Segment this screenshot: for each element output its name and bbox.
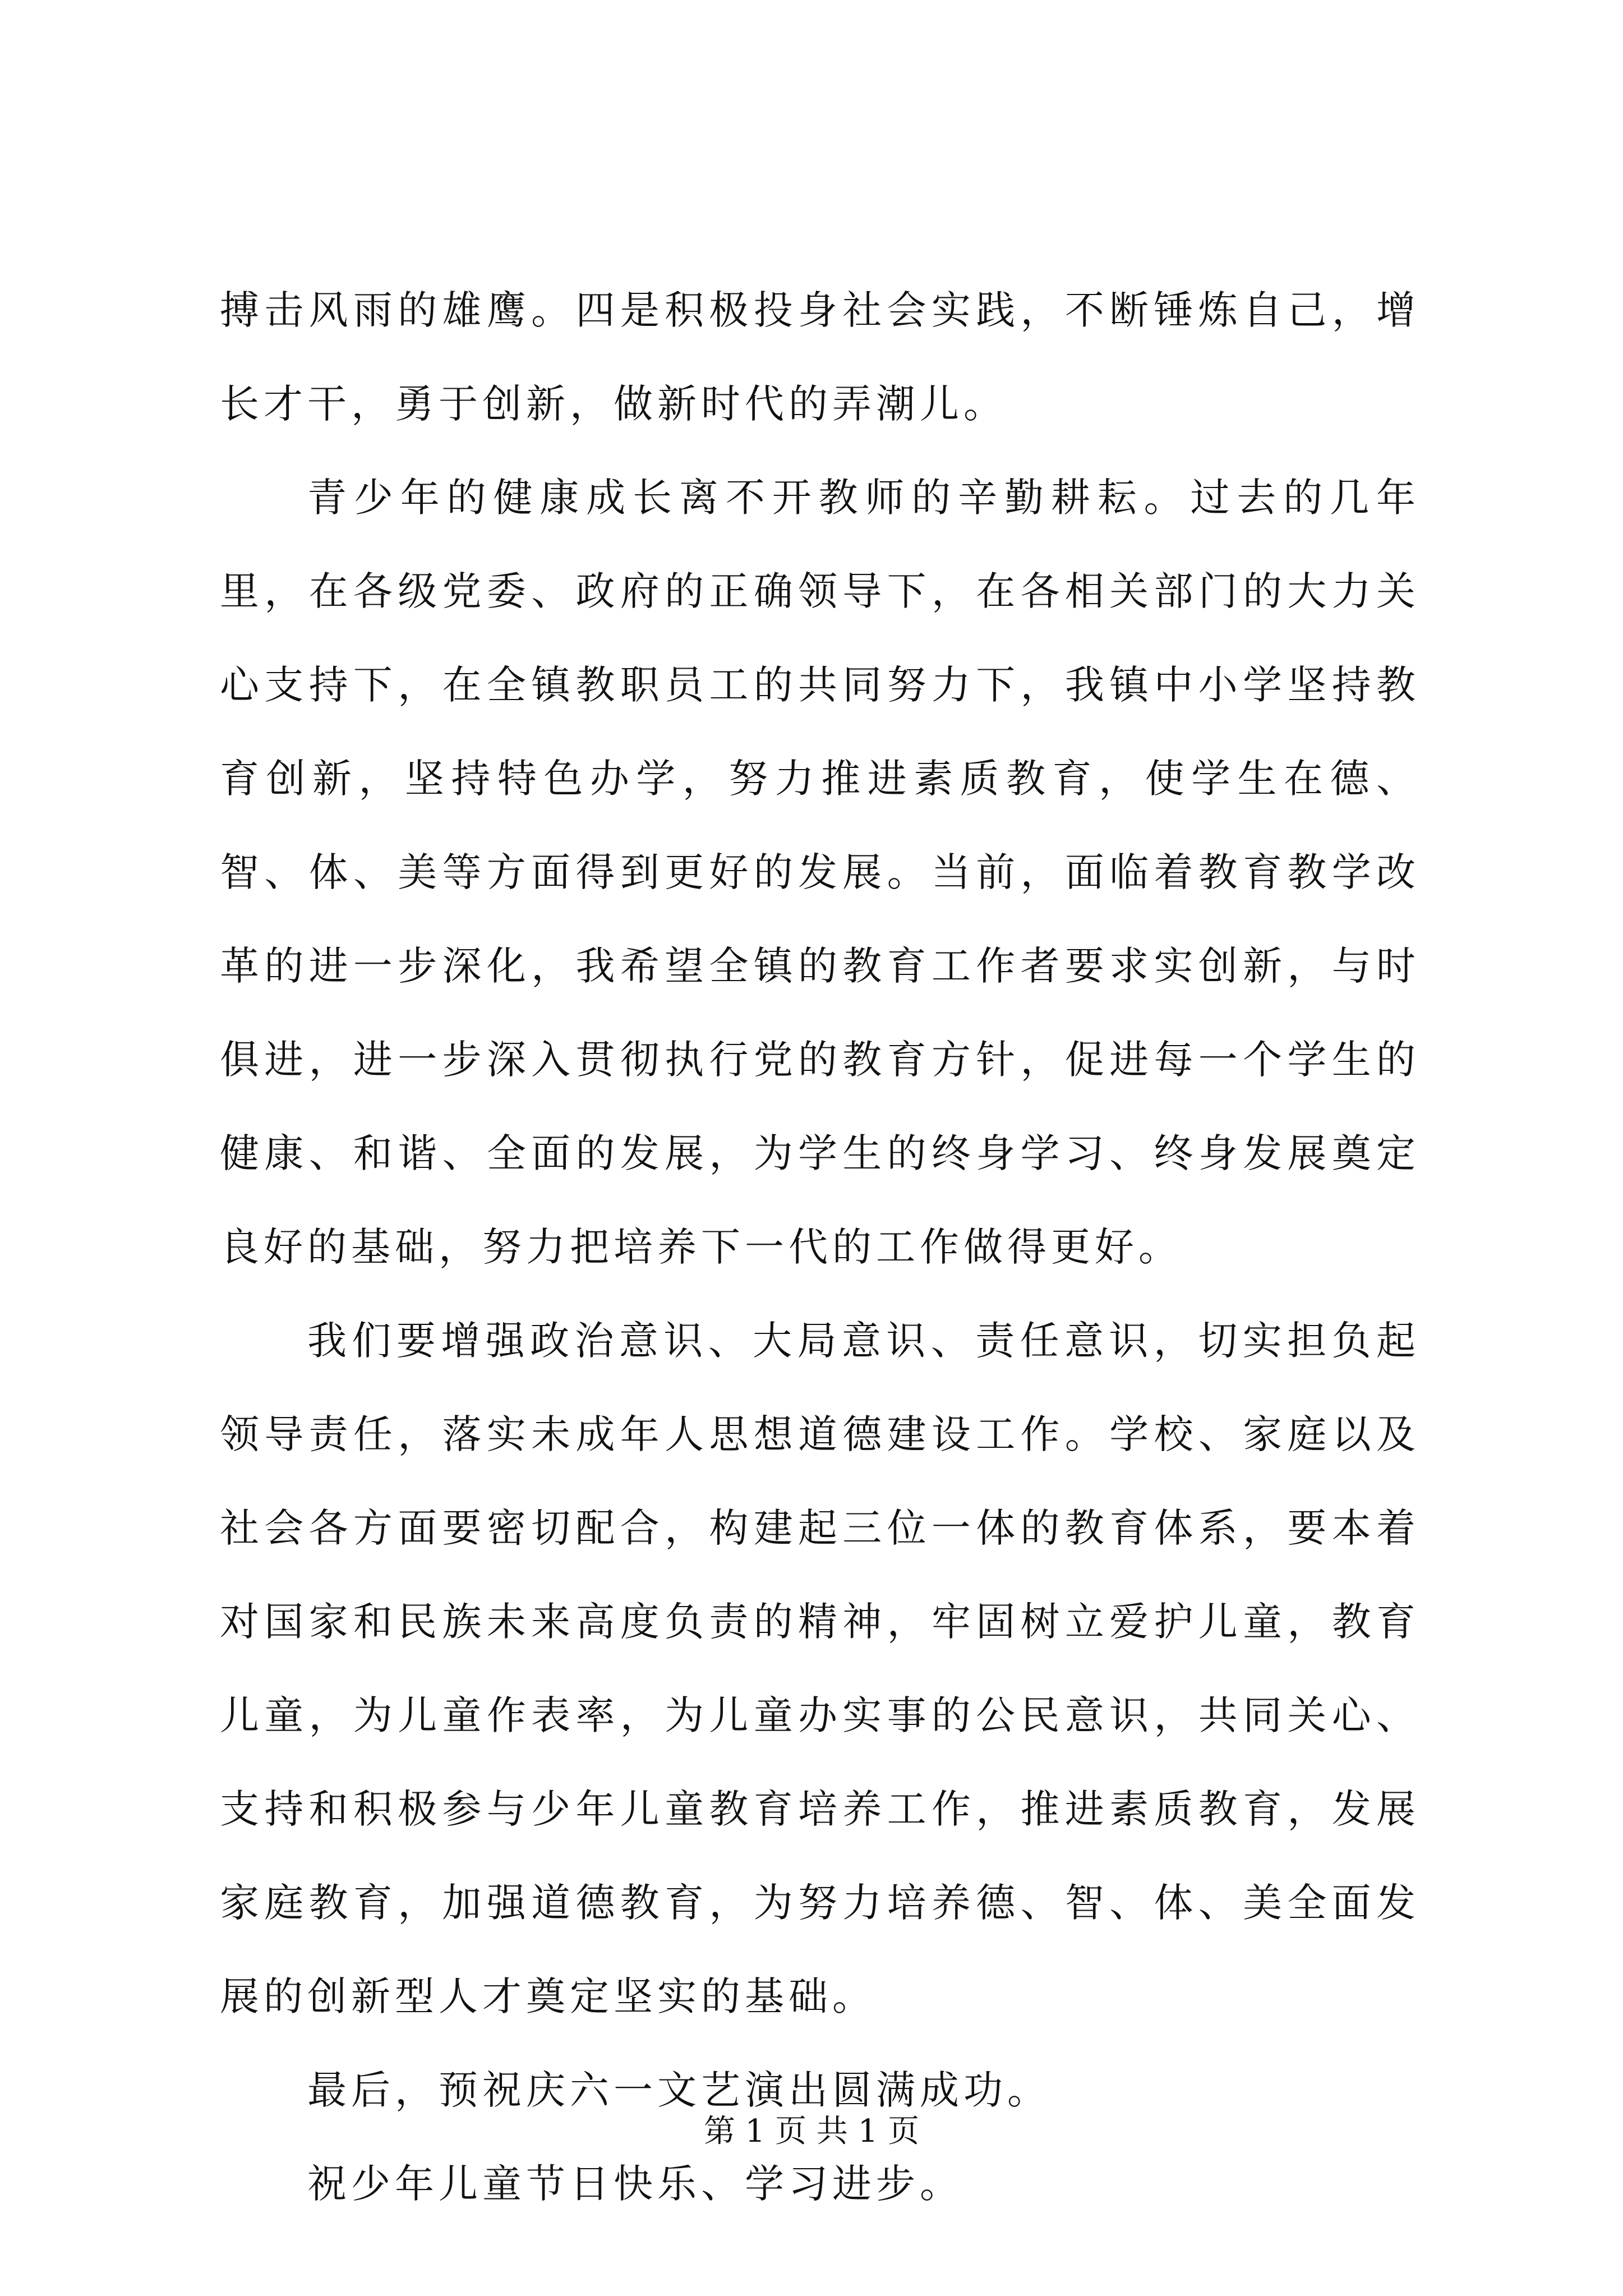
paragraph-continuation: 搏击风雨的雄鹰。四是积极投身社会实践，不断锤炼自己，增长才干，勇于创新，做新时代的弄潮儿。 (220, 287, 1420, 427)
paragraph-closing-wish: 最后，预祝庆六一文艺演出圆满成功。 (307, 2067, 1051, 2113)
document-body (220, 264, 1420, 2231)
paragraph-teachers: 青少年的健康成长离不开教师的辛勤耕耘。过去的几年里，在各级党委、政府的正确领导下，在各相关部门的大力关心支持下，在全镇教职员工的共同努力下，我镇中小学坚持教育创新，坚持特色办学，努力推进素质教育，使学生在德、智、体、美等方面得到更好的发展。当前，面临着教育教学改革的进一步深化，我希望全镇的教育工作者要求实创新，与时俱进，进一步深入贯彻执行党的教育方针，促进每一个学生的健康、和谐、全面的发展，为学生的终身学习、终身发展奠定良好的基础，努力把培养下一代的工作做得更好。 (220, 475, 1420, 1270)
page-footer: 第 1 页 共 1 页 (703, 2113, 920, 2150)
paragraph-responsibility: 我们要增强政治意识、大局意识、责任意识，切实担负起领导责任，落实未成年人思想道德建设工作。学校、家庭以及社会各方面要密切配合，构建起三位一体的教育体系，要本着对国家和民族未来高度负责的精神，牢固树立爱护儿童，教育儿童，为儿童作表率，为儿童办实事的公民意识，共同关心、支持和积极参与少年儿童教育培养工作，推进素质教育，发展家庭教育，加强道德教育，为努力培养德、智、体、美全面发展的创新型人才奠定坚实的基础。 (220, 1318, 1420, 2019)
paragraph-final-greeting: 祝少年儿童节日快乐、学习进步。 (307, 2161, 963, 2207)
